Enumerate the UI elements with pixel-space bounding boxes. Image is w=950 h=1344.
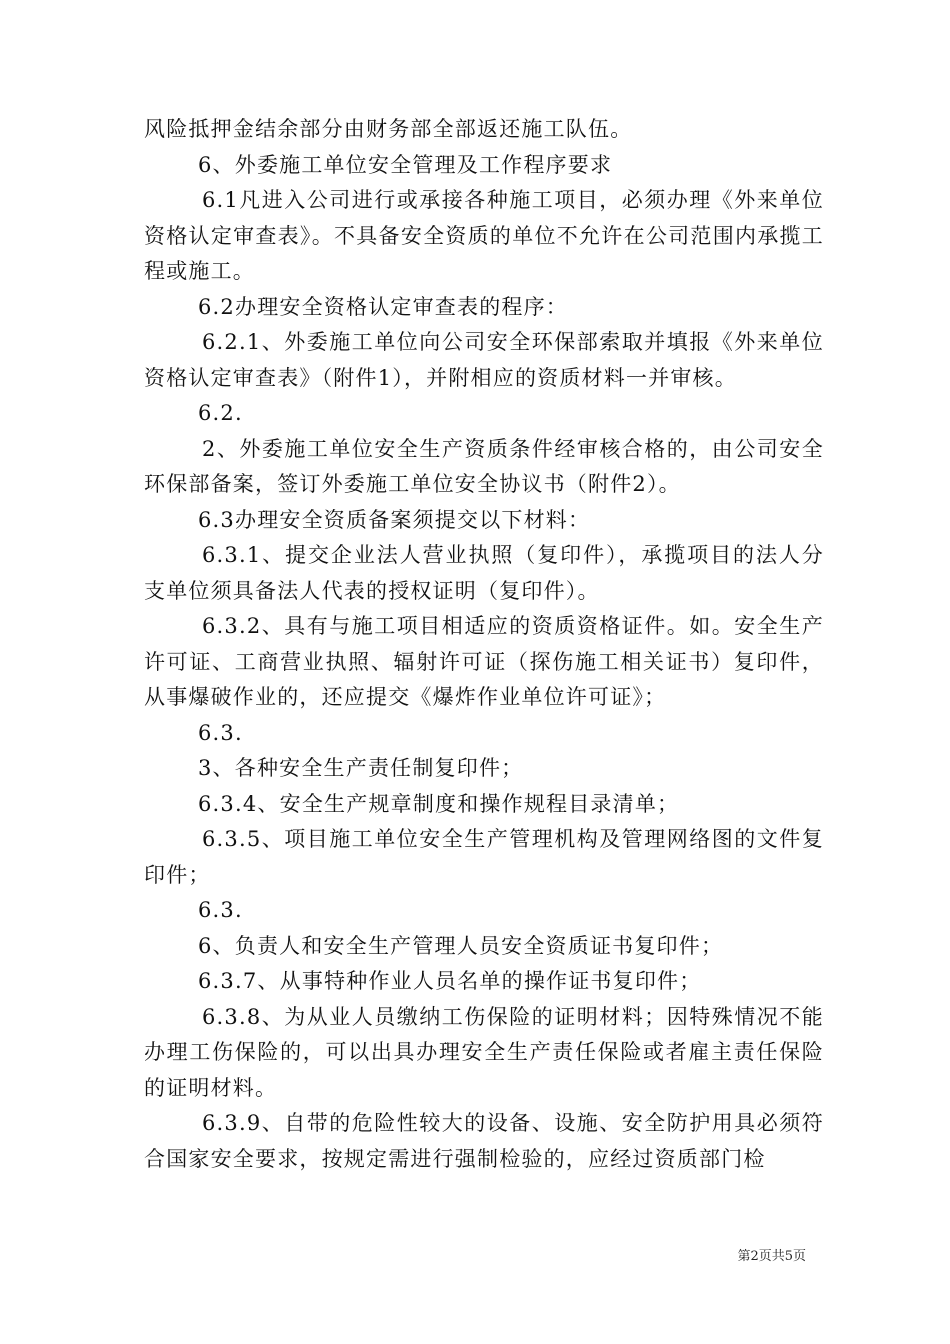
paragraph-8: 6.3办理安全资质备案须提交以下材料：	[198, 507, 591, 532]
paragraph-4: 6.2办理安全资格认定审查表的程序：	[198, 294, 568, 319]
paragraph-10: 6.3.2、具有与施工项目相适应的资质资格证件。如。安全生产许可证、工商营业执照、辐射许可证（探伤施工相关证书）复印件，从事爆破作业的，还应提交《爆炸作业单位许可证》；	[144, 614, 824, 709]
paragraph-6: 6.2.	[198, 401, 243, 425]
paragraph-9: 6.3.1、提交企业法人营业执照（复印件），承揽项目的法人分支单位须具备法人代表的授权证明（复印件）。	[144, 543, 824, 603]
page-number-footer: 第2页共5页	[737, 1249, 806, 1264]
paragraph-13: 6.3.4、安全生产规章制度和操作规程目录清单；	[198, 791, 680, 816]
paragraph-12: 3、各种安全生产责任制复印件；	[198, 756, 524, 780]
paragraph-15: 6.3.	[198, 898, 243, 922]
paragraph-18: 6.3.8、为从业人员缴纳工伤保险的证明材料；因特殊情况不能办理工伤保险的，可以出具办理安全生产责任保险或者雇主责任保险的证明材料。	[144, 1004, 824, 1100]
paragraph-16: 6、负责人和安全生产管理人员安全资质证书复印件；	[198, 933, 724, 958]
paragraph-1: 风险抵押金结余部分由财务部全部返还施工队伍。	[144, 117, 633, 141]
paragraph-14: 6.3.5、项目施工单位安全生产管理机构及管理网络图的文件复印件；	[144, 827, 824, 887]
paragraph-2: 6、外委施工单位安全管理及工作程序要求	[198, 152, 613, 177]
paragraph-17: 6.3.7、从事特种作业人员名单的操作证书复印件；	[198, 969, 702, 993]
document-body	[144, 112, 824, 1177]
paragraph-19: 6.3.9、自带的危险性较大的设备、设施、安全防护用具必须符合国家安全要求，按规定需进行强制检验的，应经过资质部门检	[144, 1111, 824, 1171]
paragraph-11: 6.3.	[198, 720, 243, 745]
paragraph-3: 6.1凡进入公司进行或承接各种施工项目，必须办理《外来单位资格认定审查表》。不具备安全资质的单位不允许在公司范围内承揽工程或施工。	[144, 188, 824, 283]
paragraph-7: 2、外委施工单位安全生产资质条件经审核合格的，由公司安全环保部备案，签订外委施工单位安全协议书（附件2）。	[144, 436, 824, 496]
paragraph-5: 6.2.1、外委施工单位向公司安全环保部索取并填报《外来单位资格认定审查表》（附件1），并附相应的资质材料一并审核。	[144, 330, 824, 390]
